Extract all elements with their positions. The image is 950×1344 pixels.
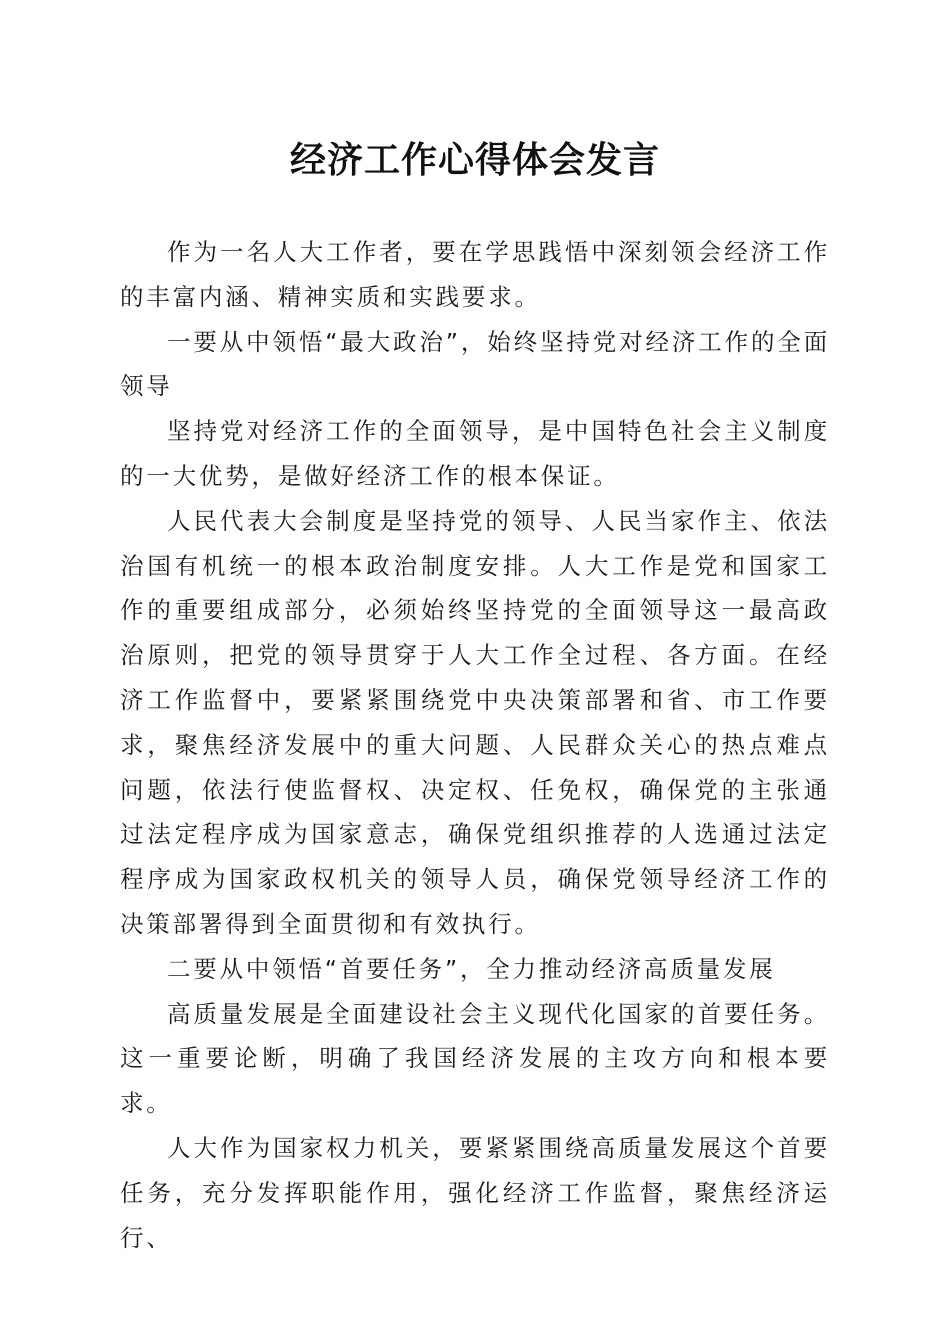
paragraph: 人民代表大会制度是坚持党的领导、人民当家作主、依法治国有机统一的根本政治制度安排。人大工作是党和国家工作的重要组成部分，必须始终坚持党的全面领导这一最高政治原则，把党的领导贯穿于人大工作全过程、各方面。在经济工作监督中，要紧紧围绕党中央决策部署和省、市工作要求，聚焦经济发展中的重大问题、人民群众关心的热点难点问题，依法行使监督权、决定权、任免权，确保党的主张通过法定程序成为国家意志，确保党组织推荐的人选通过法定程序成为国家政权机关的领导人员，确保党领导经济工作的决策部署得到全面贯彻和有效执行。 xyxy=(120,506,830,938)
document-body xyxy=(120,230,830,1260)
paragraph: 坚持党对经济工作的全面领导，是中国特色社会主义制度的一大优势，是做好经济工作的根本保证。 xyxy=(120,417,830,490)
paragraph: 人大作为国家权力机关，要紧紧围绕高质量发展这个首要任务，充分发挥职能作用，强化经济工作监督，聚焦经济运行、 xyxy=(120,1133,830,1252)
paragraph: 高质量发展是全面建设社会主义现代化国家的首要任务。这一重要论断，明确了我国经济发展的主攻方向和根本要求。 xyxy=(120,999,830,1118)
section-heading-2: 二要从中领悟“首要任务”，全力推动经济高质量发展 xyxy=(167,954,776,983)
paragraph-intro: 作为一名人大工作者，要在学思践悟中深刻领会经济工作的丰富内涵、精神实质和实践要求。 xyxy=(120,238,830,311)
page-title: 经济工作心得体会发言 xyxy=(289,139,660,181)
section-heading-1: 一要从中领悟“最大政治”，始终坚持党对经济工作的全面领导 xyxy=(120,327,830,401)
